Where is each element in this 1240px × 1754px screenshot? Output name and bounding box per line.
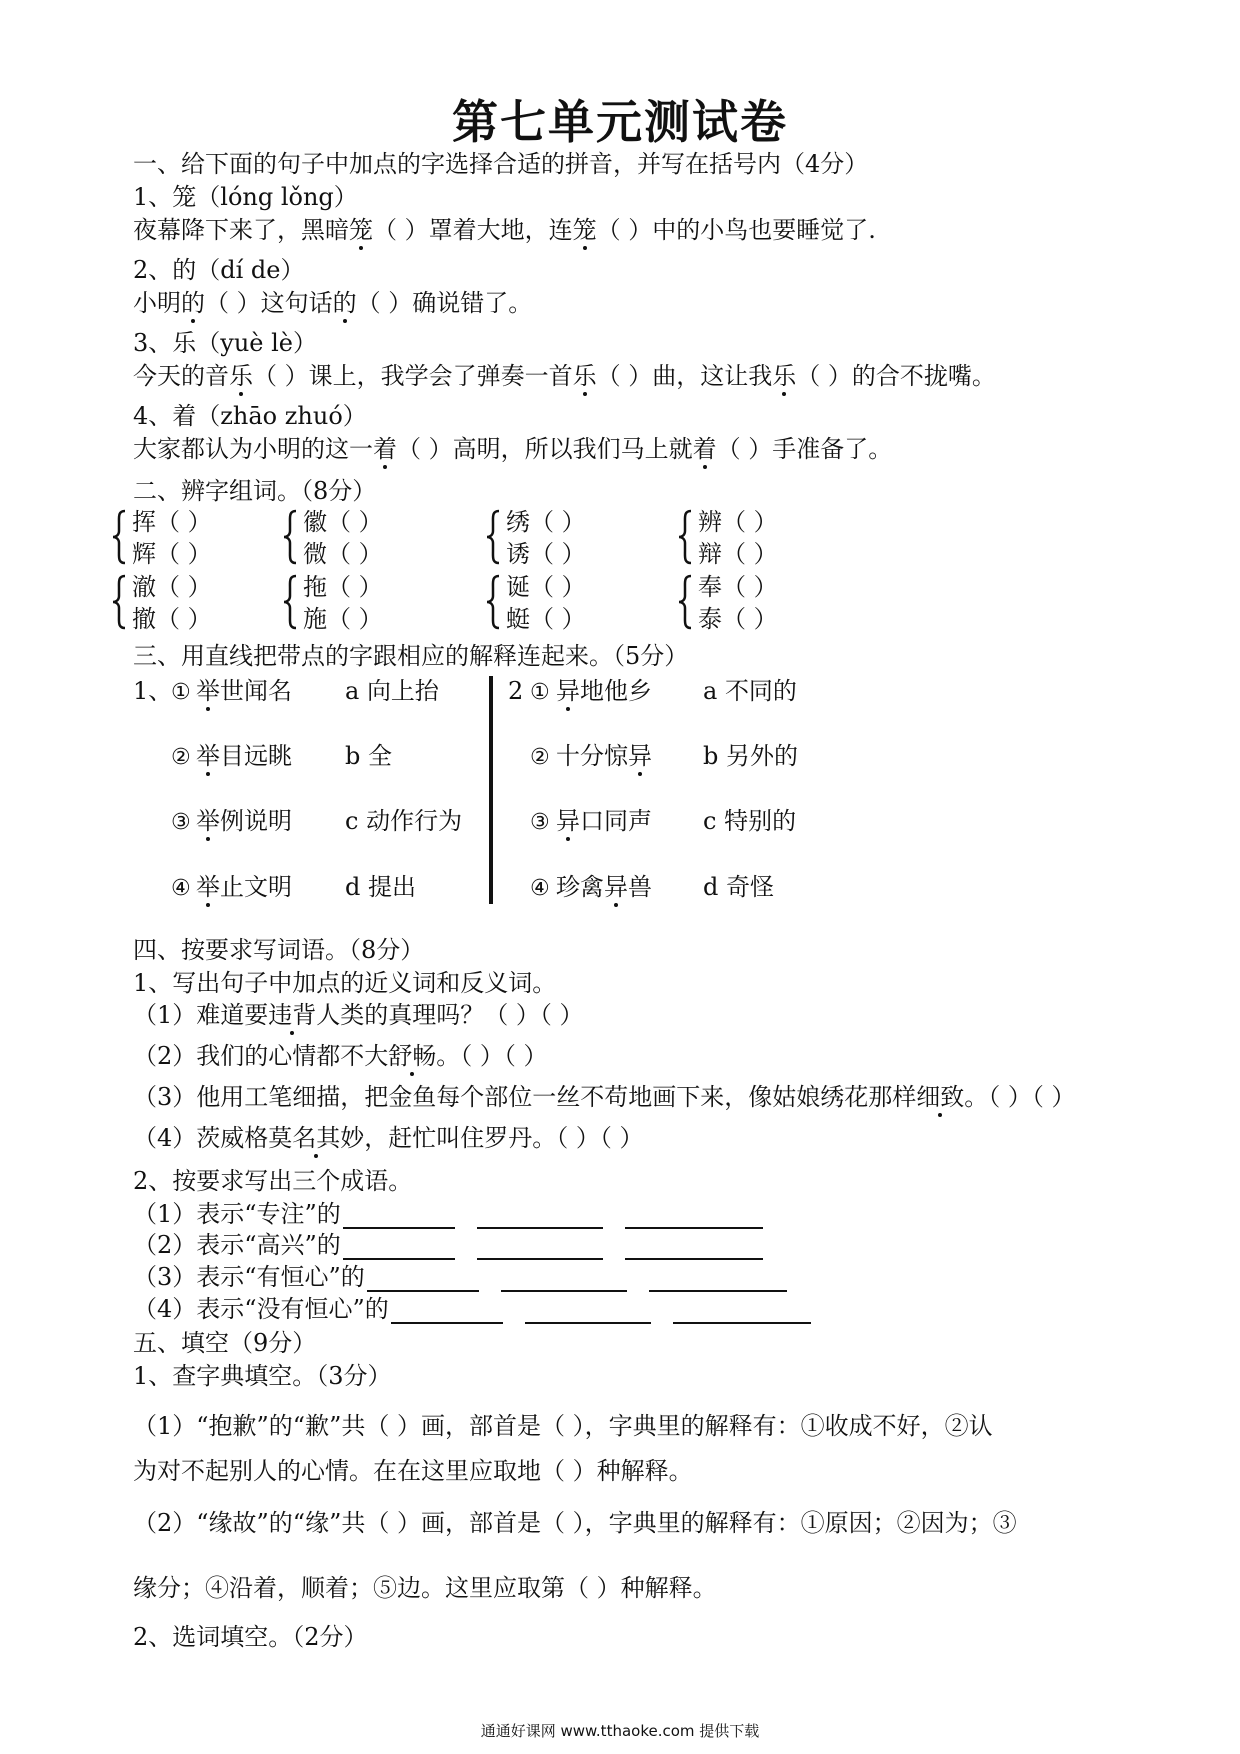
- circled-number: ②: [171, 745, 191, 770]
- section-2-heading: 二、辨字组词。（8分）: [133, 477, 377, 505]
- word-pair-item: 撤（ ）: [132, 605, 212, 633]
- answer-blank[interactable]: [649, 1266, 787, 1292]
- idiom-word: 举世闻名: [196, 677, 292, 705]
- q3-pinyin-head: 3、乐（yuè lè）: [133, 329, 317, 357]
- answer-blank[interactable]: [625, 1234, 763, 1260]
- dotted-char: 异: [556, 807, 580, 835]
- q4-sentence: 大家都认为小明的这一着（ ）高明，所以我们马上就着（ ）手准备了。: [133, 435, 893, 463]
- s4-q1-item-1: （1）难道要违背人类的真理吗？（ ）（ ）: [133, 1001, 584, 1029]
- word-pair-item: 挥（ ）: [132, 508, 212, 536]
- q1-pinyin-head: 1、笼（lóng lǒng）: [133, 183, 358, 211]
- word-pair-item: 徽（ ）: [303, 508, 383, 536]
- divider-line: [489, 676, 493, 904]
- dotted-char: 笼: [349, 216, 373, 244]
- s5-q1-head: 1、查字典填空。（3分）: [133, 1362, 392, 1390]
- s5-p1-line2: 为对不起别人的心情。在在这里应取地（ ）种解释。: [133, 1457, 693, 1485]
- section-3-heading: 三、用直线把带点的字跟相应的解释连起来。（5分）: [133, 642, 689, 670]
- q2-sentence: 小明的（ ）这句话的（ ）确说错了。: [133, 289, 533, 317]
- word-pair-item: 辨（ ）: [698, 508, 778, 536]
- answer-blank[interactable]: [391, 1298, 503, 1324]
- answer-blank[interactable]: [477, 1203, 603, 1229]
- answer-blank[interactable]: [343, 1203, 455, 1229]
- circled-number: ①: [530, 680, 550, 705]
- definition-option: b 全: [345, 742, 392, 770]
- dotted-char: 举: [196, 742, 220, 770]
- s4-q1-head: 1、写出句子中加点的近义词和反义词。: [133, 969, 557, 997]
- word-pair-item: 绣（ ）: [506, 508, 586, 536]
- word-pair-item: 奉（ ）: [698, 573, 778, 601]
- circled-number: ②: [530, 745, 550, 770]
- idiom-request: （1）表示“专注”的: [133, 1199, 763, 1229]
- q1-sentence: 夜幕降下来了，黑暗笼（ ）罩着大地，连笼（ ）中的小鸟也要睡觉了.: [133, 216, 876, 244]
- idiom-request: （3）表示“有恒心”的: [133, 1262, 787, 1292]
- definition-option: c 动作行为: [345, 807, 463, 835]
- brace-icon: [678, 509, 692, 557]
- answer-blank[interactable]: [477, 1234, 603, 1260]
- dotted-char: 的: [332, 289, 357, 317]
- idiom-word: 举例说明: [196, 807, 292, 835]
- word-pair-item: 诞（ ）: [506, 573, 586, 601]
- definition-option: a 向上抬: [345, 677, 439, 705]
- word-pair-item: 施（ ）: [303, 605, 383, 633]
- s5-p1-line1: （1）“抱歉”的“歉”共（ ）画，部首是（ ），字典里的解释有：①收成不好，②认: [133, 1412, 993, 1440]
- circled-number: ④: [530, 876, 550, 901]
- q4-pinyin-head: 4、着（zhāo zhuó）: [133, 402, 367, 430]
- idiom-word: 十分惊异: [556, 742, 652, 770]
- dotted-char: 笼: [572, 216, 597, 244]
- circled-number: ③: [530, 810, 550, 835]
- answer-blank[interactable]: [501, 1266, 627, 1292]
- dotted-word: 违背: [268, 1001, 317, 1029]
- word-pair-item: 澈（ ）: [132, 573, 212, 601]
- idiom-request: （4）表示“没有恒心”的: [133, 1294, 811, 1324]
- s5-p2-line2: 缘分；④沿着，顺着；⑤边。这里应取第（ ）种解释。: [133, 1574, 717, 1602]
- dotted-char: 着: [373, 435, 397, 463]
- answer-blank[interactable]: [525, 1298, 651, 1324]
- dotted-char: 的: [181, 289, 205, 317]
- word-pair-item: 拖（ ）: [303, 573, 383, 601]
- brace-icon: [283, 574, 297, 622]
- dotted-char: 举: [196, 807, 220, 835]
- answer-blank[interactable]: [343, 1234, 455, 1260]
- s5-p2-line1: （2）“缘故”的“缘”共（ ）画，部首是（ ），字典里的解释有：①原因；②因为；③: [133, 1509, 1017, 1537]
- word-pair-item: 诱（ ）: [506, 540, 586, 568]
- dotted-char: 乐: [229, 362, 253, 390]
- s4-q1-item-2: （2）我们的心情都不大舒畅。（ ）（ ）: [133, 1042, 548, 1070]
- dotted-char: 举: [196, 873, 220, 901]
- dotted-word: 细致: [916, 1083, 965, 1111]
- brace-icon: [486, 509, 500, 557]
- circled-number: ④: [171, 876, 191, 901]
- s4-q2-head: 2、按要求写出三个成语。: [133, 1167, 413, 1195]
- answer-blank[interactable]: [625, 1203, 763, 1229]
- brace-icon: [283, 509, 297, 557]
- section-5-heading: 五、填空（9分）: [133, 1329, 317, 1357]
- dotted-word: 舒畅: [388, 1042, 437, 1070]
- dotted-char: 举: [196, 677, 220, 705]
- definition-option: d 提出: [345, 873, 416, 901]
- definition-option: a 不同的: [703, 677, 797, 705]
- dotted-char: 乐: [772, 362, 797, 390]
- word-pair-item: 泰（ ）: [698, 605, 778, 633]
- idiom-word: 异口同声: [556, 807, 652, 835]
- idiom-word: 举目远眺: [196, 742, 292, 770]
- answer-blank[interactable]: [673, 1298, 811, 1324]
- definition-option: c 特别的: [703, 807, 797, 835]
- word-pair-item: 辩（ ）: [698, 540, 778, 568]
- word-pair-item: 辉（ ）: [132, 540, 212, 568]
- page-title: 第七单元测试卷: [452, 95, 788, 149]
- idiom-word: 举止文明: [196, 873, 292, 901]
- dotted-word: 莫名其妙: [268, 1124, 365, 1152]
- s5-q2-head: 2、选词填空。（2分）: [133, 1623, 368, 1651]
- word-pair-item: 微（ ）: [303, 540, 383, 568]
- brace-icon: [112, 509, 126, 557]
- dotted-char: 着: [692, 435, 717, 463]
- brace-icon: [112, 574, 126, 622]
- answer-blank[interactable]: [367, 1266, 479, 1292]
- section-1-heading: 一、给下面的句子中加点的字选择合适的拼音，并写在括号内（4分）: [133, 150, 869, 178]
- circled-number: ③: [171, 810, 191, 835]
- left-group-prefix: 1、: [133, 677, 173, 705]
- q3-sentence: 今天的音乐（ ）课上，我学会了弹奏一首乐（ ）曲，这让我乐（ ）的合不拢嘴。: [133, 362, 996, 390]
- right-group-prefix: 2: [508, 677, 524, 705]
- brace-icon: [678, 574, 692, 622]
- q2-pinyin-head: 2、的（dí de）: [133, 256, 305, 284]
- definition-option: b 另外的: [703, 742, 798, 770]
- s4-q1-item-3: （3）他用工笔细描，把金鱼每个部位一丝不苟地画下来，像姑娘绣花那样细致。（ ）（ ）: [133, 1083, 1076, 1111]
- word-pair-item: 蜓（ ）: [506, 605, 586, 633]
- circled-number: ①: [171, 680, 191, 705]
- dotted-char: 异: [604, 873, 628, 901]
- idiom-word: 珍禽异兽: [556, 873, 652, 901]
- s4-q1-item-4: （4）茨威格莫名其妙，赶忙叫住罗丹。（ ）（ ）: [133, 1124, 644, 1152]
- idiom-request: （2）表示“高兴”的: [133, 1230, 763, 1260]
- dotted-char: 异: [628, 742, 652, 770]
- dotted-char: 乐: [572, 362, 597, 390]
- idiom-word: 异地他乡: [556, 677, 652, 705]
- definition-option: d 奇怪: [703, 873, 774, 901]
- brace-icon: [486, 574, 500, 622]
- footer-source: 通通好课网 www.tthaoke.com 提供下载: [480, 1722, 760, 1740]
- dotted-char: 异: [556, 677, 580, 705]
- section-4-heading: 四、按要求写词语。（8分）: [133, 936, 425, 964]
